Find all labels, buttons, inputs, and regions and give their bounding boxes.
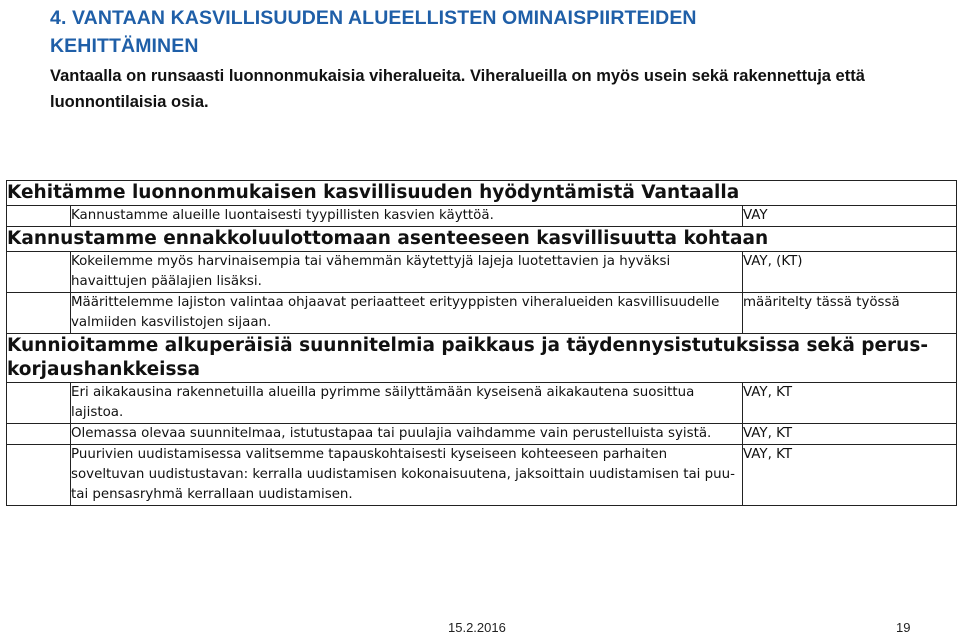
section-title: Kannustamme ennakkoluulottomaan asenteeseen kasvillisuutta kohtaan <box>7 227 957 252</box>
table-row <box>7 424 957 445</box>
table-row <box>7 293 957 334</box>
guideline-table <box>6 180 957 506</box>
responsibility-code: VAY <box>743 206 957 227</box>
table-row <box>7 445 957 506</box>
indent-cell <box>7 206 71 227</box>
section-header-row <box>7 334 957 383</box>
indent-cell <box>7 293 71 334</box>
table-row <box>7 383 957 424</box>
indent-cell <box>7 445 71 506</box>
section-header-row <box>7 227 957 252</box>
responsibility-code: VAY, KT <box>743 424 957 445</box>
section-title: Kehitämme luonnonmukaisen kasvillisuuden hyödyntämistä Vantaalla <box>7 181 957 206</box>
section-title: Kunnioitamme alkuperäisiä suunnitelmia paikkaus ja täydennysistutuksissa sekä perus-korjaushankkeissa <box>7 334 957 383</box>
indent-cell <box>7 383 71 424</box>
section-header-row <box>7 181 957 206</box>
slide-heading <box>50 4 950 60</box>
page-number: 19 <box>896 620 911 635</box>
guideline-text: Puurivien uudistamisessa valitsemme tapauskohtaisesti kyseiseen kohteeseen parhaiten soveltuvan uudistustavan: kerralla uudistamisen kokonaisuutena, jaksoittain uudistamisen tai puu- tai pensasryhmä kerrallaan uudistamisen. <box>71 445 743 506</box>
slide-heading-line2: KEHITTÄMINEN <box>50 35 199 57</box>
guideline-text: Määrittelemme lajiston valintaa ohjaavat periaatteet erityyppisten viheralueiden kasvillisuudelle valmiiden kasvilistojen sijaan. <box>71 293 743 334</box>
guideline-text: Kokeilemme myös harvinaisempia tai vähemmän käytettyjä lajeja luotettavien ja hyväksi havaittujen päälajien lisäksi. <box>71 252 743 293</box>
responsibility-code: VAY, KT <box>743 383 957 424</box>
table-row <box>7 252 957 293</box>
responsibility-code: VAY, (KT) <box>743 252 957 293</box>
slide-heading-line1: 4. VANTAAN KASVILLISUUDEN ALUEELLISTEN OMINAISPIIRTEIDEN <box>50 7 697 29</box>
indent-cell <box>7 252 71 293</box>
responsibility-code: VAY, KT <box>743 445 957 506</box>
indent-cell <box>7 424 71 445</box>
guideline-text: Olemassa olevaa suunnitelmaa, istutustapaa tai puulajia vaihdamme vain perustelluista syistä. <box>71 424 743 445</box>
guideline-text: Eri aikakausina rakennetuilla alueilla pyrimme säilyttämään kyseisenä aikakautena suosittua lajistoa. <box>71 383 743 424</box>
intro-text: Vantaalla on runsaasti luonnonmukaisia viheralueita. Viheralueilla on myös usein sekä rakennettuja että luonnontilaisia osia. <box>50 67 865 111</box>
footer-date: 15.2.2016 <box>448 620 506 635</box>
table-row <box>7 206 957 227</box>
guideline-text: Kannustamme alueille luontaisesti tyypillisten kasvien käyttöä. <box>71 206 743 227</box>
responsibility-code: määritelty tässä työssä <box>743 293 957 334</box>
